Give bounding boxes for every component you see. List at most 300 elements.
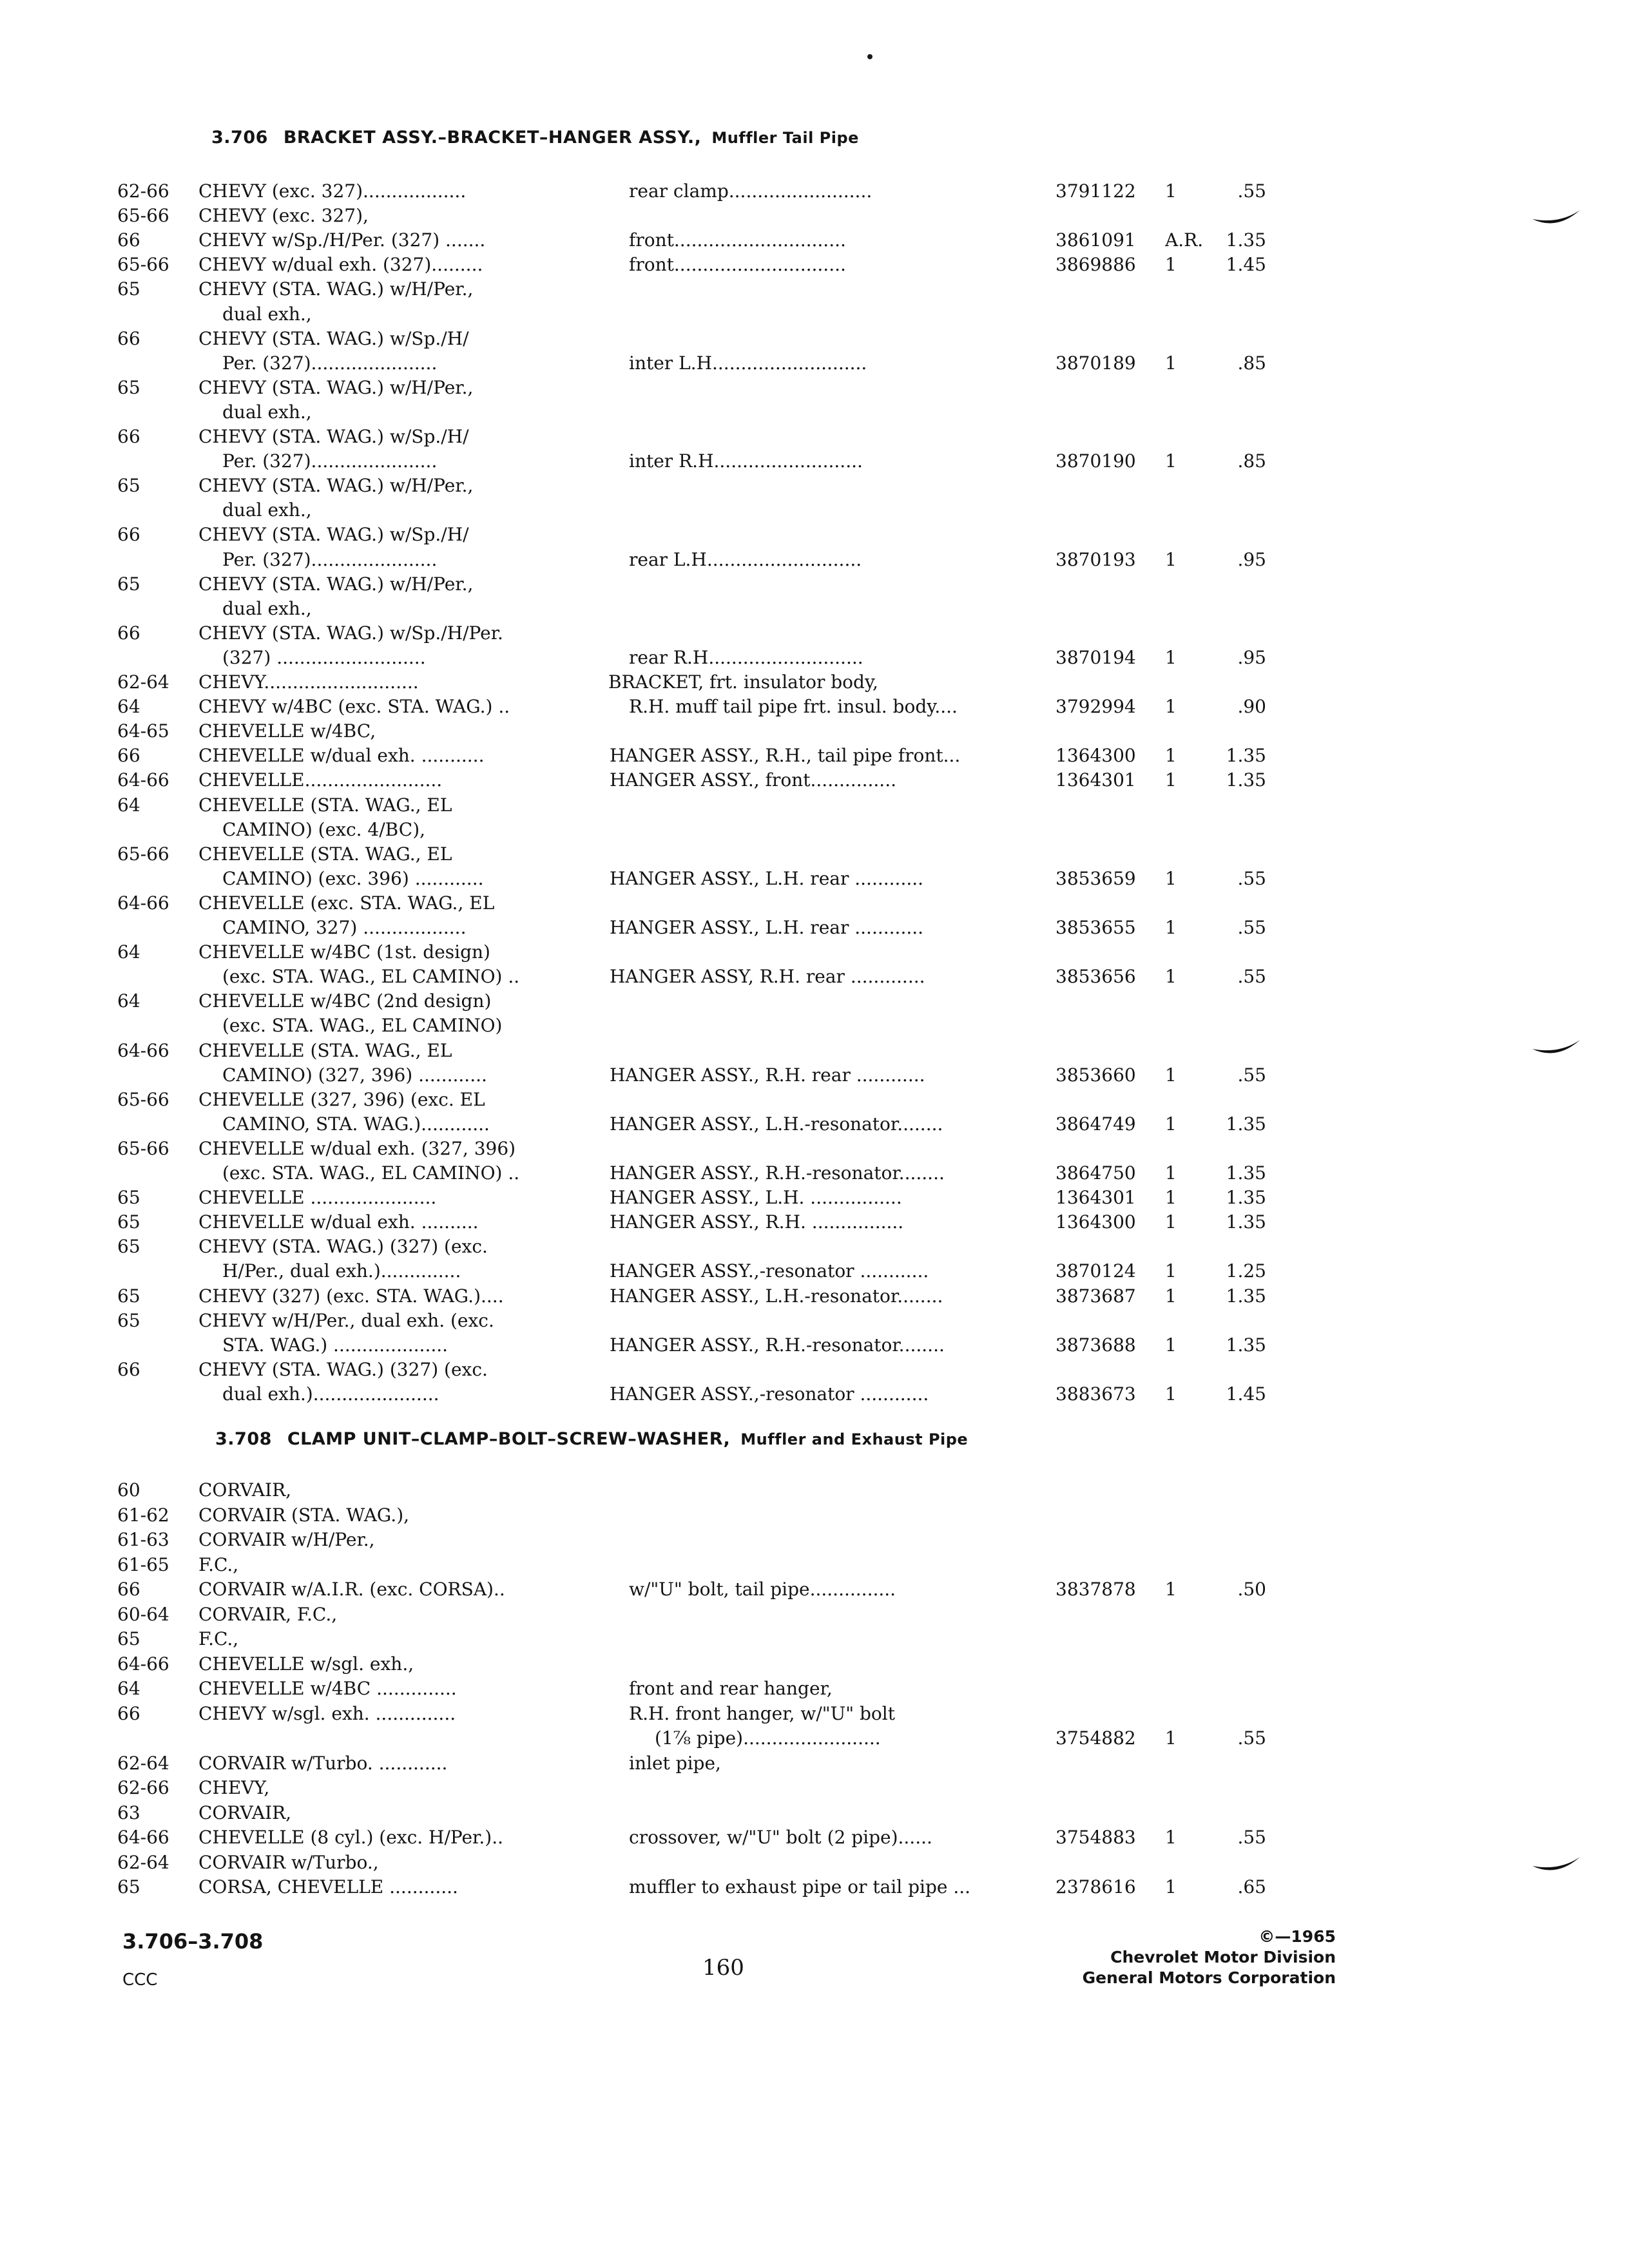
year-range: 66 — [117, 1358, 140, 1380]
list-price: 1.35 — [1226, 1211, 1266, 1233]
quantity: 1 — [1165, 917, 1177, 938]
model-description: CHEVY (STA. WAG.) w/Sp./H/Per. — [198, 622, 503, 644]
part-description: rear L.H........................... — [629, 548, 862, 570]
model-description: CORVAIR w/Turbo., — [198, 1851, 379, 1873]
part-description: muffler to exhaust pipe or tail pipe ... — [629, 1876, 971, 1898]
year-range: 65-66 — [117, 1137, 169, 1159]
part-description: HANGER ASSY., L.H. rear ............ — [610, 917, 924, 938]
quantity: 1 — [1165, 548, 1177, 570]
model-description: (327) .......................... — [222, 646, 426, 668]
table-row — [0, 965, 1629, 989]
year-range: 65 — [117, 1236, 140, 1258]
quantity: 1 — [1165, 450, 1177, 472]
model-description: CHEVY w/dual exh. (327)......... — [198, 254, 483, 276]
part-number: 3870194 — [1055, 646, 1136, 668]
table-row — [0, 744, 1629, 768]
table-row — [0, 768, 1629, 793]
model-description: CHEVELLE w/dual exh. .......... — [198, 1211, 479, 1233]
table-row — [0, 1039, 1629, 1063]
table-row — [0, 1528, 1629, 1552]
model-description: CHEVELLE........................ — [198, 769, 443, 791]
table-row — [0, 1875, 1629, 1899]
part-description: inter L.H........................... — [629, 352, 867, 374]
part-description: inter R.H.......................... — [629, 450, 863, 472]
table-row — [0, 351, 1629, 376]
quantity: 1 — [1165, 1187, 1177, 1209]
table-row — [0, 1801, 1629, 1825]
year-range: 65-66 — [117, 843, 169, 865]
list-price: .55 — [1237, 1727, 1266, 1749]
year-range: 64-65 — [117, 720, 169, 742]
quantity: 1 — [1165, 1211, 1177, 1233]
model-description: CHEVELLE (STA. WAG., EL — [198, 843, 452, 865]
part-description: HANGER ASSY., L.H. ................ — [610, 1187, 902, 1209]
model-description: CHEVY (exc. 327).................. — [198, 180, 467, 202]
model-description: CORVAIR (STA. WAG.), — [198, 1504, 410, 1526]
model-description: CHEVELLE w/dual exh. ........... — [198, 745, 485, 767]
list-price: .65 — [1237, 1876, 1266, 1898]
model-description: CORVAIR w/A.I.R. (exc. CORSA).. — [198, 1579, 505, 1600]
year-range: 66 — [117, 426, 140, 447]
part-number: 3870193 — [1055, 548, 1136, 570]
table-row — [0, 1850, 1629, 1875]
part-description: HANGER ASSY., L.H.-resonator........ — [610, 1285, 943, 1307]
table-row — [0, 1284, 1629, 1309]
section-number: 3.706 — [211, 128, 268, 148]
model-description: CHEVELLE ...................... — [198, 1187, 437, 1209]
quantity: 1 — [1165, 1260, 1177, 1282]
part-description: front.............................. — [629, 254, 846, 276]
year-range: 64 — [117, 794, 140, 816]
year-range: 64-66 — [117, 1653, 169, 1675]
year-range: 62-66 — [117, 180, 169, 202]
table-row — [0, 670, 1629, 695]
table-row — [0, 277, 1629, 302]
model-description: CHEVY (STA. WAG.) w/H/Per., — [198, 475, 474, 497]
year-range: 61-65 — [117, 1553, 169, 1575]
part-description: HANGER ASSY., front............... — [610, 769, 896, 791]
year-range: 64 — [117, 990, 140, 1012]
list-price: 1.45 — [1226, 254, 1266, 276]
year-range: 64-66 — [117, 1827, 169, 1848]
list-price: .95 — [1237, 548, 1266, 570]
model-description: CHEVY, — [198, 1777, 270, 1798]
list-price: .50 — [1237, 1579, 1266, 1600]
part-description: rear R.H........................... — [629, 646, 863, 668]
section-number: 3.708 — [215, 1429, 272, 1449]
year-range: 62-64 — [117, 1752, 169, 1774]
model-description: (exc. STA. WAG., EL CAMINO) — [222, 1015, 503, 1037]
table-row — [0, 719, 1629, 744]
part-number: 1364300 — [1055, 745, 1136, 767]
year-range: 65 — [117, 1309, 140, 1331]
table-row — [0, 1825, 1629, 1850]
table-row — [0, 228, 1629, 253]
table-row — [0, 1677, 1629, 1701]
table-row — [0, 842, 1629, 867]
table-row — [0, 1063, 1629, 1088]
part-number: 3754882 — [1055, 1727, 1136, 1749]
year-range: 66 — [117, 229, 140, 251]
model-description: CHEVY (STA. WAG.) w/H/Per., — [198, 376, 474, 398]
table-row — [0, 1382, 1629, 1407]
table-row — [0, 1627, 1629, 1651]
part-description: crossover, w/"U" bolt (2 pipe)...... — [629, 1827, 932, 1848]
part-description: HANGER ASSY., R.H. rear ............ — [610, 1064, 925, 1086]
table-row — [0, 1602, 1629, 1627]
part-description: HANGER ASSY., L.H.-resonator........ — [610, 1113, 943, 1135]
year-range: 65 — [117, 278, 140, 300]
footer-copyright-block — [1083, 1927, 1336, 1988]
year-range: 65-66 — [117, 1088, 169, 1110]
part-number: 3864749 — [1055, 1113, 1136, 1135]
table-row — [0, 1702, 1629, 1726]
part-description: HANGER ASSY., L.H. rear ............ — [610, 867, 924, 889]
part-description: HANGER ASSY., R.H.-resonator........ — [610, 1162, 945, 1184]
year-range: 61-63 — [117, 1529, 169, 1550]
table-row — [0, 695, 1629, 719]
model-description: CHEVELLE w/sgl. exh., — [198, 1653, 414, 1675]
model-description: CHEVELLE (8 cyl.) (exc. H/Per.).. — [198, 1827, 503, 1848]
list-price: 1.35 — [1226, 745, 1266, 767]
model-description: F.C., — [198, 1628, 239, 1649]
model-description: CHEVY (STA. WAG.) (327) (exc. — [198, 1236, 488, 1258]
model-description: Per. (327)...................... — [222, 548, 438, 570]
model-description: CHEVELLE (327, 396) (exc. EL — [198, 1088, 485, 1110]
quantity: 1 — [1165, 1876, 1177, 1898]
model-description: CORVAIR, — [198, 1479, 292, 1501]
year-range: 62-64 — [117, 1851, 169, 1873]
table-row — [0, 474, 1629, 498]
model-description: CAMINO, 327) .................. — [222, 917, 467, 938]
year-range: 65 — [117, 376, 140, 398]
quantity: 1 — [1165, 180, 1177, 202]
year-range: 65 — [117, 573, 140, 595]
model-description: CAMINO, STA. WAG.)............ — [222, 1113, 490, 1135]
table-row — [0, 204, 1629, 228]
part-description: BRACKET, frt. insulator body, — [608, 671, 878, 693]
page-number: 160 — [702, 1955, 744, 1981]
part-number: 3869886 — [1055, 254, 1136, 276]
model-description: CHEVELLE w/4BC, — [198, 720, 376, 742]
list-price: 1.45 — [1226, 1383, 1266, 1405]
year-range: 64 — [117, 1678, 140, 1699]
table-row — [0, 1776, 1629, 1800]
year-range: 65 — [117, 1187, 140, 1209]
stray-dot-mark — [867, 54, 872, 59]
model-description: CAMINO) (exc. 4/BC), — [222, 818, 426, 840]
quantity: 1 — [1165, 769, 1177, 791]
part-number: 1364301 — [1055, 769, 1136, 791]
list-price: 1.35 — [1226, 1334, 1266, 1356]
table-row — [0, 989, 1629, 1014]
model-description: dual exh., — [222, 303, 312, 325]
model-description: CORSA, CHEVELLE ............ — [198, 1876, 458, 1898]
quantity: 1 — [1165, 966, 1177, 988]
quantity: 1 — [1165, 1727, 1177, 1749]
list-price: 1.35 — [1226, 1285, 1266, 1307]
list-price: 1.35 — [1226, 1113, 1266, 1135]
quantity: 1 — [1165, 1113, 1177, 1135]
corporation-line: General Motors Corporation — [1082, 1968, 1336, 1987]
part-number: 3873687 — [1055, 1285, 1136, 1307]
table-row — [0, 916, 1629, 940]
model-description: CORVAIR, F.C., — [198, 1603, 338, 1625]
model-description: CHEVY (327) (exc. STA. WAG.).... — [198, 1285, 504, 1307]
quantity: 1 — [1165, 1162, 1177, 1184]
list-price: 1.35 — [1226, 1187, 1266, 1209]
binder-mark-icon — [1531, 205, 1583, 231]
quantity: 1 — [1165, 254, 1177, 276]
year-range: 65-66 — [117, 205, 169, 227]
part-number: 3870189 — [1055, 352, 1136, 374]
table-row — [0, 1161, 1629, 1186]
part-description: HANGER ASSY, R.H. rear ............. — [610, 966, 925, 988]
section-subtitle: Muffler and Exhaust Pipe — [740, 1430, 969, 1448]
table-row — [0, 498, 1629, 523]
model-description: CORVAIR w/H/Per., — [198, 1529, 375, 1550]
model-description: CHEVY (STA. WAG.) w/Sp./H/ — [198, 524, 469, 546]
part-description: R.H. muff tail pipe frt. insul. body.... — [629, 696, 958, 718]
model-description: CHEVELLE w/4BC .............. — [198, 1678, 457, 1699]
table-row — [0, 400, 1629, 425]
model-description: CAMINO) (327, 396) ............ — [222, 1064, 487, 1086]
model-description: Per. (327)...................... — [222, 352, 438, 374]
part-number: 1364301 — [1055, 1187, 1136, 1209]
part-number: 3754883 — [1055, 1827, 1136, 1848]
part-number: 3853659 — [1055, 867, 1136, 889]
division-line: Chevrolet Motor Division — [1110, 1948, 1336, 1966]
model-description: CHEVELLE w/4BC (1st. design) — [198, 941, 490, 963]
model-description: CHEVY w/H/Per., dual exh. (exc. — [198, 1309, 494, 1331]
part-number: 2378616 — [1055, 1876, 1136, 1898]
binder-mark-icon — [1531, 1035, 1583, 1061]
part-description: HANGER ASSY., R.H.-resonator........ — [610, 1334, 945, 1356]
part-description: R.H. front hanger, w/"U" bolt — [629, 1702, 895, 1724]
table-row — [0, 1309, 1629, 1333]
table-row — [0, 572, 1629, 597]
year-range: 64-66 — [117, 769, 169, 791]
table-row — [0, 1358, 1629, 1382]
binder-mark-icon — [1531, 1852, 1583, 1878]
table-row — [0, 1333, 1629, 1358]
list-price: .90 — [1237, 696, 1266, 718]
year-range: 64 — [117, 941, 140, 963]
part-description: w/"U" bolt, tail pipe............... — [629, 1579, 896, 1600]
table-row — [0, 1259, 1629, 1283]
year-range: 66 — [117, 622, 140, 644]
model-description: H/Per., dual exh.).............. — [222, 1260, 461, 1282]
quantity: A.R. — [1165, 229, 1204, 251]
list-price: 1.35 — [1226, 229, 1266, 251]
year-range: 65 — [117, 1285, 140, 1307]
part-description: front and rear hanger, — [629, 1678, 833, 1699]
model-description: dual exh., — [222, 499, 312, 521]
model-description: CORVAIR, — [198, 1802, 292, 1823]
quantity: 1 — [1165, 1064, 1177, 1086]
model-description: CHEVELLE (exc. STA. WAG., EL — [198, 892, 495, 914]
table-row — [0, 327, 1629, 351]
year-range: 62-66 — [117, 1777, 169, 1798]
list-price: .85 — [1237, 450, 1266, 472]
table-row — [0, 1235, 1629, 1259]
table-row — [0, 1088, 1629, 1112]
model-description: CHEVY (STA. WAG.) w/Sp./H/ — [198, 426, 469, 447]
quantity: 1 — [1165, 1383, 1177, 1405]
model-description: dual exh., — [222, 401, 312, 423]
model-description: CHEVY (exc. 327), — [198, 205, 369, 227]
list-price: .55 — [1237, 1064, 1266, 1086]
quantity: 1 — [1165, 1579, 1177, 1600]
year-range: 64-66 — [117, 892, 169, 914]
part-description: HANGER ASSY., R.H. ................ — [610, 1211, 904, 1233]
part-number: 3864750 — [1055, 1162, 1136, 1184]
quantity: 1 — [1165, 1285, 1177, 1307]
table-row — [0, 548, 1629, 572]
year-range: 65 — [117, 1628, 140, 1649]
year-range: 65-66 — [117, 254, 169, 276]
model-description: CHEVY (STA. WAG.) w/Sp./H/ — [198, 327, 469, 349]
table-row — [0, 302, 1629, 327]
model-description: CHEVELLE (STA. WAG., EL — [198, 1039, 452, 1061]
part-description: inlet pipe, — [629, 1752, 721, 1774]
quantity: 1 — [1165, 352, 1177, 374]
year-range: 62-64 — [117, 671, 169, 693]
list-price: 1.25 — [1226, 1260, 1266, 1282]
year-range: 65 — [117, 1876, 140, 1898]
model-description: CHEVELLE w/4BC (2nd design) — [198, 990, 492, 1012]
part-description: (1⅞ pipe)........................ — [655, 1727, 881, 1749]
table-row — [0, 449, 1629, 474]
year-range: 66 — [117, 524, 140, 546]
list-price: .95 — [1237, 646, 1266, 668]
list-price: .85 — [1237, 352, 1266, 374]
model-description: dual exh.)...................... — [222, 1383, 439, 1405]
model-description: dual exh., — [222, 597, 312, 619]
year-range: 61-62 — [117, 1504, 169, 1526]
quantity: 1 — [1165, 696, 1177, 718]
table-row — [0, 1478, 1629, 1503]
table-row — [0, 867, 1629, 891]
year-range: 66 — [117, 327, 140, 349]
part-number: 3837878 — [1055, 1579, 1136, 1600]
quantity: 1 — [1165, 867, 1177, 889]
part-number: 3873688 — [1055, 1334, 1136, 1356]
year-range: 64-66 — [117, 1039, 169, 1061]
part-number: 3870190 — [1055, 450, 1136, 472]
footer-code: CCC — [122, 1970, 158, 1990]
section-title: CLAMP UNIT–CLAMP–BOLT–SCREW–WASHER, — [287, 1429, 731, 1449]
quantity: 1 — [1165, 745, 1177, 767]
model-description: CHEVY (STA. WAG.) (327) (exc. — [198, 1358, 488, 1380]
part-number: 1364300 — [1055, 1211, 1136, 1233]
quantity: 1 — [1165, 1334, 1177, 1356]
part-description: HANGER ASSY., R.H., tail pipe front... — [610, 745, 961, 767]
table-row — [0, 1726, 1629, 1751]
list-price: .55 — [1237, 180, 1266, 202]
list-price: 1.35 — [1226, 769, 1266, 791]
table-row — [0, 253, 1629, 277]
section-heading-3708 — [215, 1429, 968, 1449]
table-row — [0, 646, 1629, 670]
table-row — [0, 1577, 1629, 1602]
table-row — [0, 1137, 1629, 1161]
table-row — [0, 1112, 1629, 1137]
model-description: CAMINO) (exc. 396) ............ — [222, 867, 484, 889]
list-price: 1.35 — [1226, 1162, 1266, 1184]
part-description: rear clamp......................... — [629, 180, 872, 202]
model-description: CHEVELLE (STA. WAG., EL — [198, 794, 452, 816]
list-price: .55 — [1237, 1827, 1266, 1848]
model-description: Per. (327)...................... — [222, 450, 438, 472]
year-range: 65 — [117, 475, 140, 497]
model-description: CHEVY (STA. WAG.) w/H/Per., — [198, 278, 474, 300]
table-row — [0, 1503, 1629, 1528]
year-range: 65 — [117, 1211, 140, 1233]
table-row — [0, 1553, 1629, 1577]
list-price: .55 — [1237, 867, 1266, 889]
part-number: 3861091 — [1055, 229, 1136, 251]
table-row — [0, 1751, 1629, 1776]
quantity: 1 — [1165, 1827, 1177, 1848]
table-row — [0, 818, 1629, 842]
table-row — [0, 940, 1629, 965]
copyright-line: ©—1965 — [1258, 1927, 1336, 1946]
model-description: CHEVY........................... — [198, 671, 419, 693]
section-title: BRACKET ASSY.–BRACKET–HANGER ASSY., — [283, 128, 702, 148]
year-range: 63 — [117, 1802, 140, 1823]
table-row — [0, 793, 1629, 818]
year-range: 60-64 — [117, 1603, 169, 1625]
part-number: 3853655 — [1055, 917, 1136, 938]
table-row — [0, 1652, 1629, 1677]
year-range: 60 — [117, 1479, 140, 1501]
model-description: CHEVY (STA. WAG.) w/H/Per., — [198, 573, 474, 595]
year-range: 66 — [117, 745, 140, 767]
year-range: 66 — [117, 1702, 140, 1724]
model-description: CHEVELLE w/dual exh. (327, 396) — [198, 1137, 516, 1159]
table-row — [0, 891, 1629, 916]
part-number: 3792994 — [1055, 696, 1136, 718]
part-number: 3870124 — [1055, 1260, 1136, 1282]
quantity: 1 — [1165, 646, 1177, 668]
model-description: CORVAIR w/Turbo. ............ — [198, 1752, 448, 1774]
part-description: HANGER ASSY.,-resonator ............ — [610, 1383, 929, 1405]
model-description: CHEVY w/sgl. exh. .............. — [198, 1702, 456, 1724]
table-row — [0, 597, 1629, 621]
table-row — [0, 1186, 1629, 1210]
table-row — [0, 179, 1629, 204]
part-description: front.............................. — [629, 229, 846, 251]
table-row — [0, 523, 1629, 547]
part-number: 3883673 — [1055, 1383, 1136, 1405]
year-range: 66 — [117, 1579, 140, 1600]
table-row — [0, 1014, 1629, 1038]
model-description: (exc. STA. WAG., EL CAMINO) .. — [222, 966, 520, 988]
model-description: F.C., — [198, 1553, 239, 1575]
footer-section-ref: 3.706–3.708 — [122, 1929, 264, 1954]
list-price: .55 — [1237, 917, 1266, 938]
part-number: 3853656 — [1055, 966, 1136, 988]
part-description: HANGER ASSY.,-resonator ............ — [610, 1260, 929, 1282]
part-number: 3791122 — [1055, 180, 1136, 202]
section-subtitle: Muffler Tail Pipe — [711, 129, 859, 147]
part-number: 3853660 — [1055, 1064, 1136, 1086]
model-description: CHEVY w/4BC (exc. STA. WAG.) .. — [198, 696, 510, 718]
model-description: CHEVY w/Sp./H/Per. (327) ....... — [198, 229, 486, 251]
model-description: (exc. STA. WAG., EL CAMINO) .. — [222, 1162, 520, 1184]
model-description: STA. WAG.) .................... — [222, 1334, 448, 1356]
